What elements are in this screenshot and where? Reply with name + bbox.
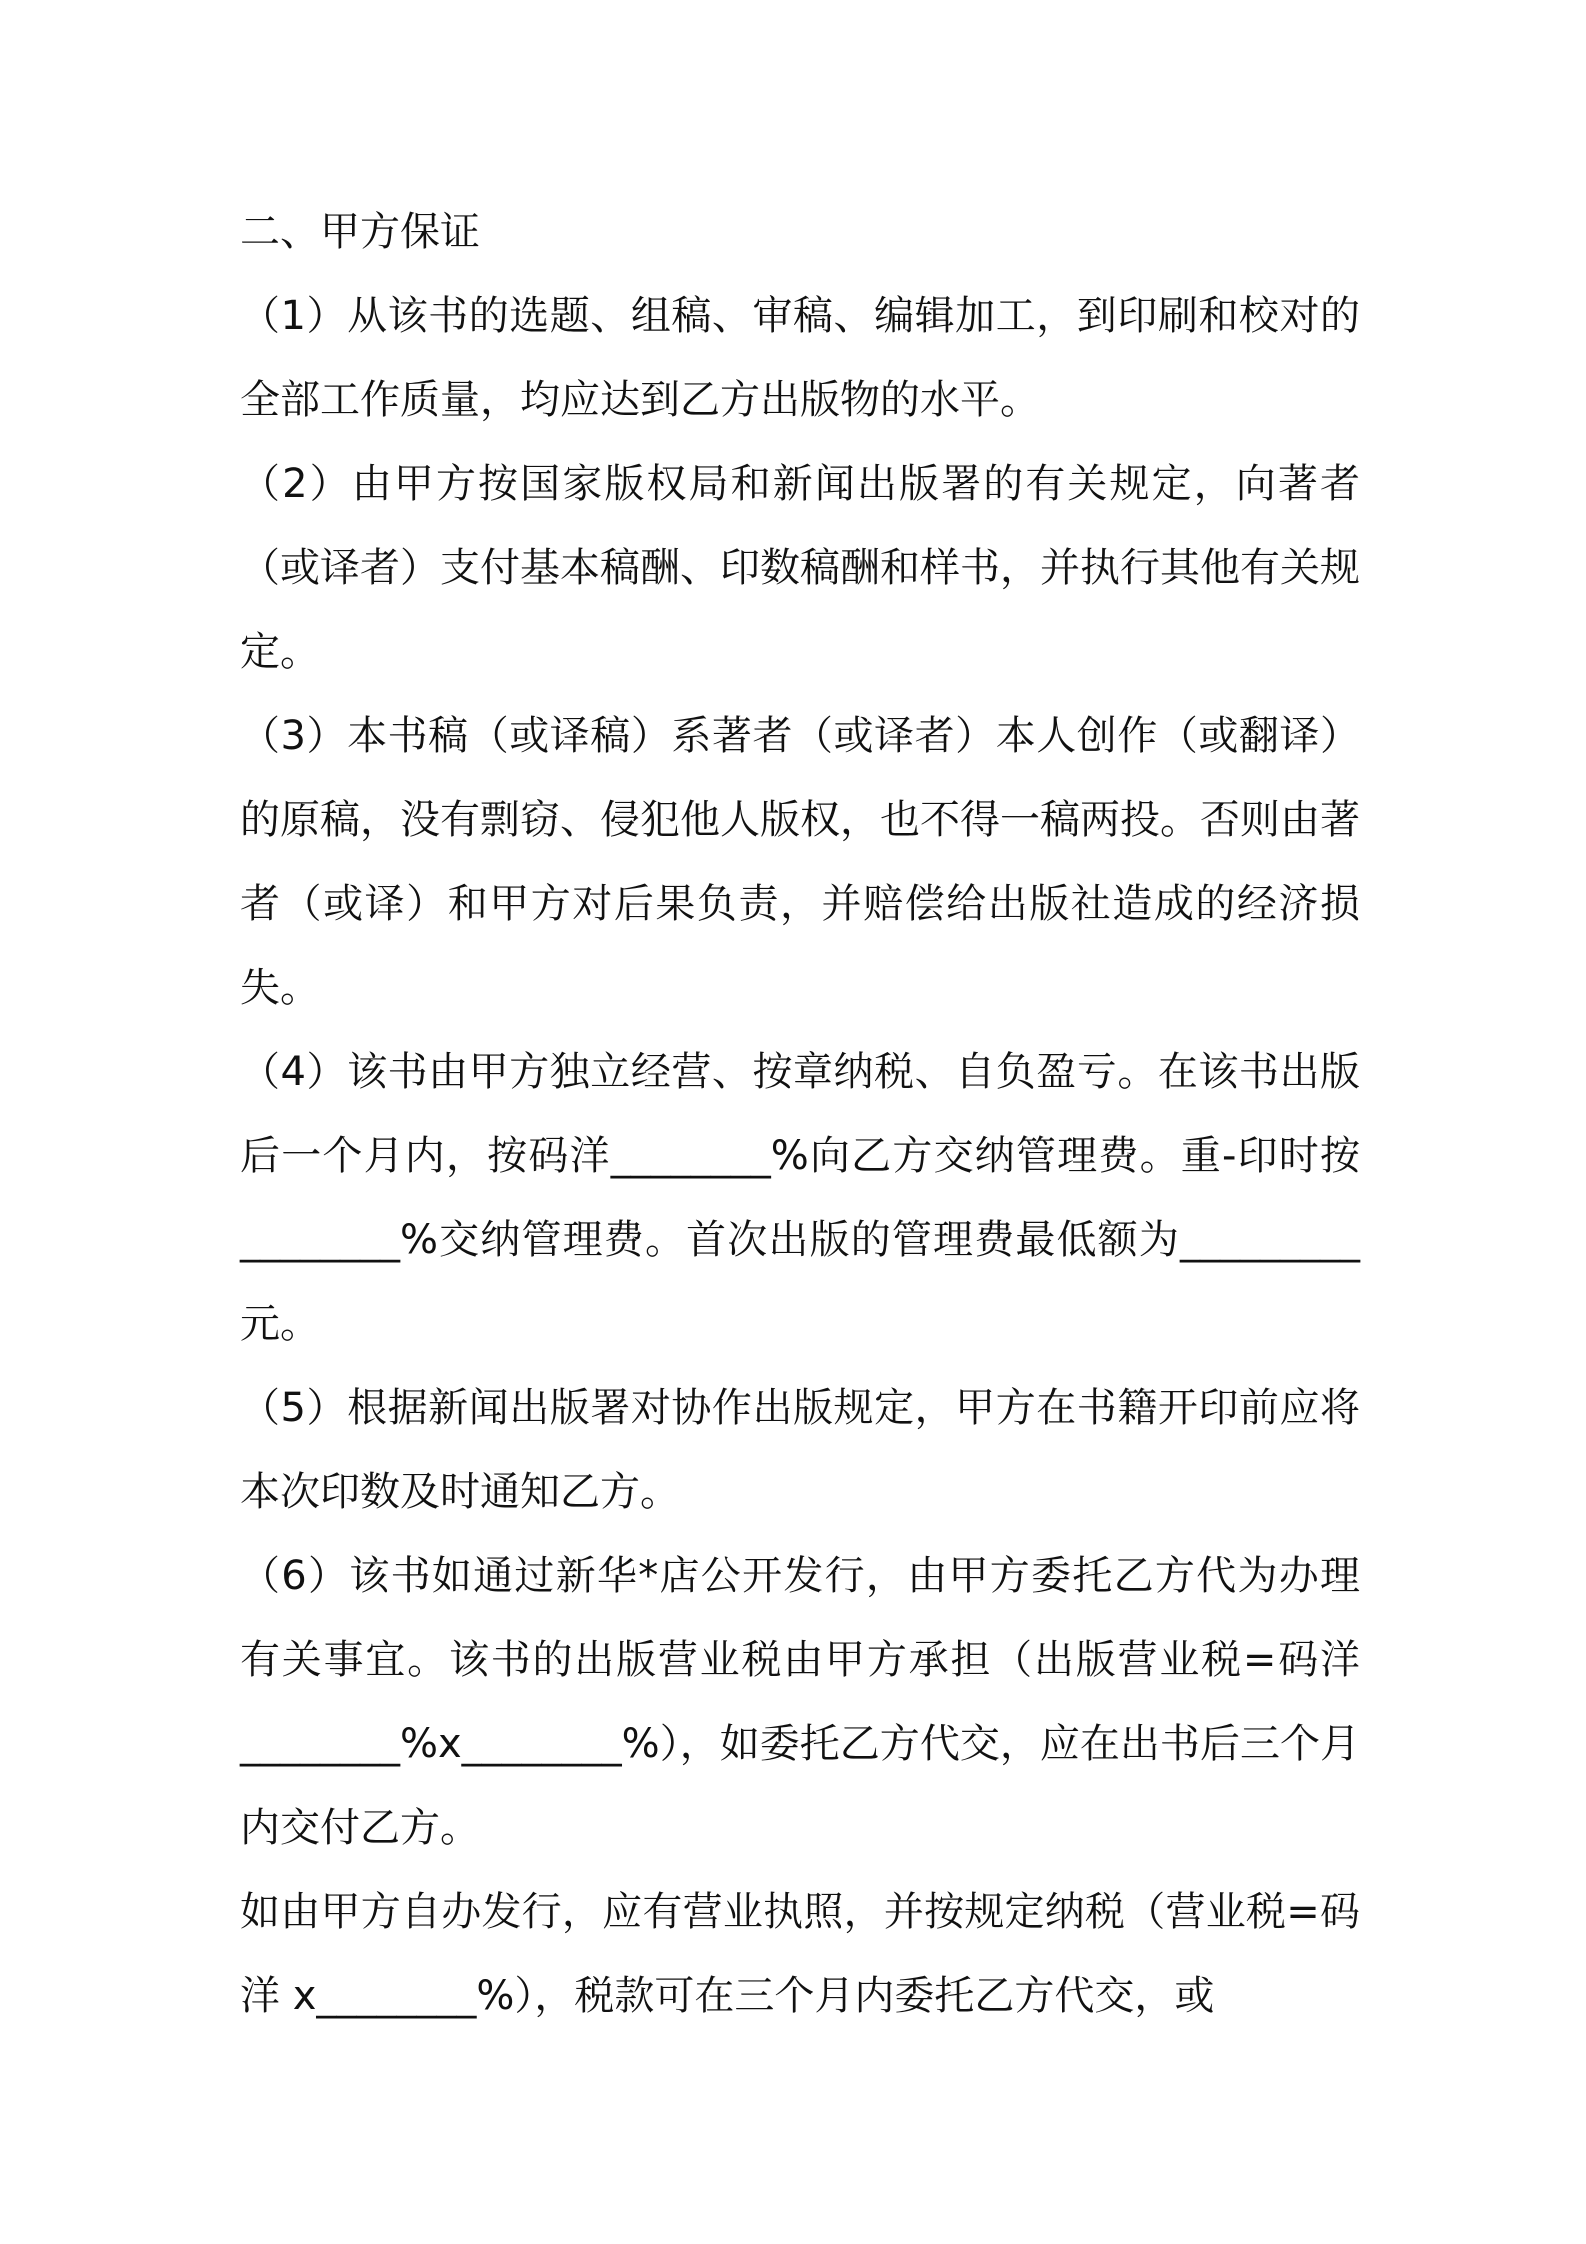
clause-3 [240,694,1360,1030]
clause-4 [240,1030,1360,1366]
clause-text: 从该书的选题、组稿、审稿、编辑加工，到印刷和校对的全部工作质量，均应达到乙方出版物的水平。 [240,293,1361,423]
clause-5 [240,1366,1360,1534]
clause-6 [240,1534,1360,1870]
clause-text: 本书稿（或译稿）系著者（或译者）本人创作（或翻译）的原稿，没有剽窃、侵犯他人版权，也不得一稿两投。否则由著者（或译）和甲方对后果负责，并赔偿给出版社造成的经济损失。 [240,713,1361,1011]
clause-number: （6） [240,1553,350,1599]
clause-2 [240,442,1360,694]
clause-number: （3） [240,713,348,759]
section-title: 二、甲方保证 [240,209,480,255]
clause-text: 该书如通过新华*店公开发行，由甲方委托乙方代为办理有关事宜。该书的出版营业税由甲方承担（出版营业税=码洋________%x________%），如委托乙方代交，应在出书后三个月内交付乙方。 [240,1553,1361,1851]
clause-number: （5） [240,1385,348,1431]
clause-number: （2） [240,461,352,507]
self-distribution-paragraph: 如由甲方自办发行，应有营业执照，并按规定纳税（营业税=码洋 x________%），税款可在三个月内委托乙方代交，或 [240,1889,1360,2019]
clause-text: 根据新闻出版署对协作出版规定，甲方在书籍开印前应将本次印数及时通知乙方。 [240,1385,1361,1515]
clause-text: 由甲方按国家版权局和新闻出版署的有关规定，向著者（或译者）支付基本稿酬、印数稿酬和样书，并执行其他有关规定。 [240,461,1361,675]
clause-1 [240,274,1360,442]
clause-number: （4） [240,1049,348,1095]
clause-text: 该书由甲方独立经营、按章纳税、自负盈亏。在该书出版后一个月内，按码洋________%向乙方交纳管理费。重-印时按________%交纳管理费。首次出版的管理费最低额为_________元。 [240,1049,1361,1347]
document-body [240,190,1360,2038]
clause-number: （1） [240,293,348,339]
